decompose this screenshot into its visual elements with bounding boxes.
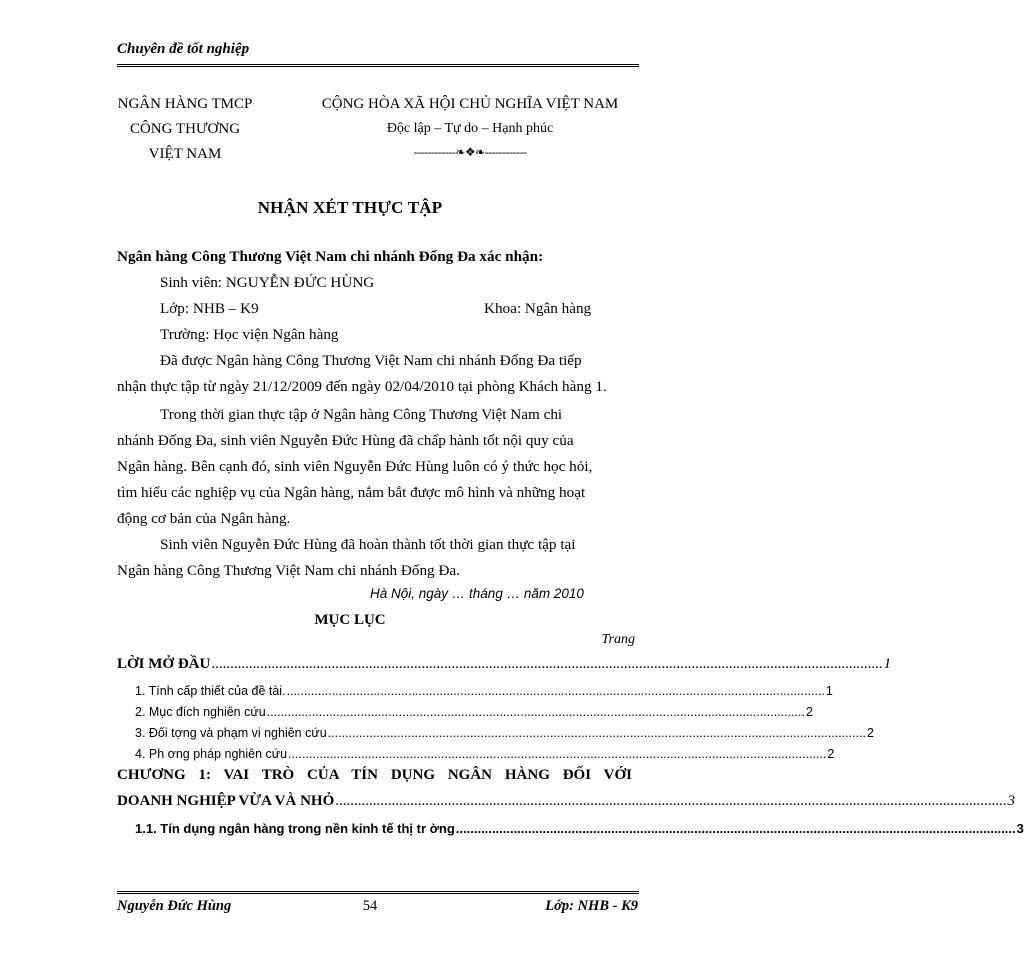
toc-entry[interactable] [135, 705, 813, 719]
toc-entry-page: 3 [1016, 821, 1024, 836]
bank-name-line-3: VIỆT NAM [148, 146, 222, 162]
toc-leader: ........................................................................................................................................................... [266, 705, 805, 719]
toc-entry-label: 2. Mục đích nghiên cứu [135, 705, 266, 719]
toc-entry-label: 3. Đối tợng và phạm vi nghiên cứu [135, 726, 327, 740]
footer-rule [117, 891, 639, 894]
toc-entry-label: LỜI MỞ ĐẦU [117, 656, 211, 672]
footer-class: Lớp: NHB - K9 [545, 898, 638, 914]
footer-author: Nguyễn Đức Hùng [117, 898, 232, 914]
para1-line-1: Đã được Ngân hàng Công Thương Việt Nam chi nhánh Đống Đa tiếp [160, 352, 582, 369]
toc-entry-page: 2 [866, 726, 874, 740]
ornament-divider: ------------❧❖❧------------ [413, 145, 527, 159]
toc-entry-intro[interactable] [117, 656, 892, 673]
toc-entry-page: 3 [1007, 793, 1015, 809]
para2-line-3: Ngân hàng. Bên cạnh đó, sinh viên Nguyễn Đức Hùng luôn có ý thức học hỏi, [117, 458, 593, 475]
running-header: Chuyên đề tốt nghiệp [117, 41, 250, 57]
toc-leader: ........................................................................................................................................................... [286, 684, 825, 698]
bank-name-line-1: NGÂN HÀNG TMCP [117, 96, 253, 112]
national-motto: Độc lập – Tự do – Hạnh phúc [386, 121, 554, 136]
para2-line-1: Trong thời gian thực tập ở Ngân hàng Công Thương Việt Nam chi [160, 406, 563, 423]
school-line: Trường: Học viện Ngân hàng [160, 326, 339, 343]
toc-entry-page: 2 [827, 747, 835, 761]
para1-line-2: nhận thực tập từ ngày 21/12/2009 đến ngày 02/04/2010 tại phòng Khách hàng 1. [117, 378, 607, 395]
para3-line-1: Sinh viên Nguyễn Đức Hùng đã hoàn thành tốt thời gian thực tập tại [160, 536, 576, 553]
toc-entry-label: 4. Ph ơng pháp nghiên cứu [135, 747, 288, 761]
bank-name-line-2: CÔNG THƯƠNG [129, 121, 241, 137]
toc-entry-page: 2 [805, 705, 813, 719]
toc-title: MỤC LỤC [314, 612, 386, 628]
toc-entry[interactable] [135, 684, 833, 698]
toc-leader: ........................................................................................................................................................... [288, 747, 827, 761]
para2-line-5: động cơ bản của Ngân hàng. [117, 510, 291, 527]
toc-chapter-1-title[interactable]: CHƯƠNG 1: VAI TRÒ CỦA TÍN DỤNG NGÂN HÀNG ĐỐI VỚI [117, 767, 632, 783]
toc-entry-label: DOANH NGHIỆP VỪA VÀ NHỎ [117, 793, 335, 809]
toc-entry[interactable] [135, 747, 835, 761]
faculty-line: Khoa: Ngân hàng [484, 300, 592, 317]
toc-chapter-1-entry[interactable] [117, 793, 1015, 810]
national-title: CỘNG HÒA XÃ HỘI CHỦ NGHĨA VIỆT NAM [321, 96, 619, 112]
toc-entry[interactable] [135, 726, 874, 740]
page-number: 54 [362, 898, 378, 914]
toc-leader: ................................................................................................................................................................................... [211, 656, 883, 672]
toc-page-label: Trang [601, 632, 635, 647]
toc-leader: ........................................................................................................................................................... [327, 726, 866, 740]
confirm-heading: Ngân hàng Công Thương Việt Nam chi nhánh Đống Đa xác nhận: [117, 248, 544, 265]
toc-leader: ................................................................................................................................................................................... [335, 793, 1007, 809]
toc-entry-page: 1 [825, 684, 833, 698]
toc-leader: ........................................................................................................................................................... [455, 821, 1016, 836]
toc-entry-label: 1. Tính cấp thiết của đề tài. [135, 684, 286, 698]
class-line: Lớp: NHB – K9 [160, 300, 259, 317]
para3-line-2: Ngân hàng Công Thương Việt Nam chi nhánh Đống Đa. [117, 562, 460, 579]
header-rule [117, 64, 639, 67]
date-line: Hà Nội, ngày … tháng … năm 2010 [370, 586, 584, 601]
student-line: Sinh viên: NGUYỄN ĐỨC HÙNG [160, 274, 375, 291]
toc-entry-label: 1.1. Tín dụng ngân hàng trong nền kinh tế thị tr ờng [135, 821, 455, 836]
para2-line-2: nhánh Đống Đa, sinh viên Nguyễn Đức Hùng đã chấp hành tốt nội quy của [117, 432, 574, 449]
toc-entry-page: 1 [883, 656, 892, 672]
para2-line-4: tìm hiểu các nghiệp vụ của Ngân hàng, nắm bắt được mô hình và những hoạt [117, 484, 586, 501]
toc-section-entry[interactable] [135, 821, 1024, 836]
page-title: NHẬN XÉT THỰC TẬP [257, 198, 443, 217]
